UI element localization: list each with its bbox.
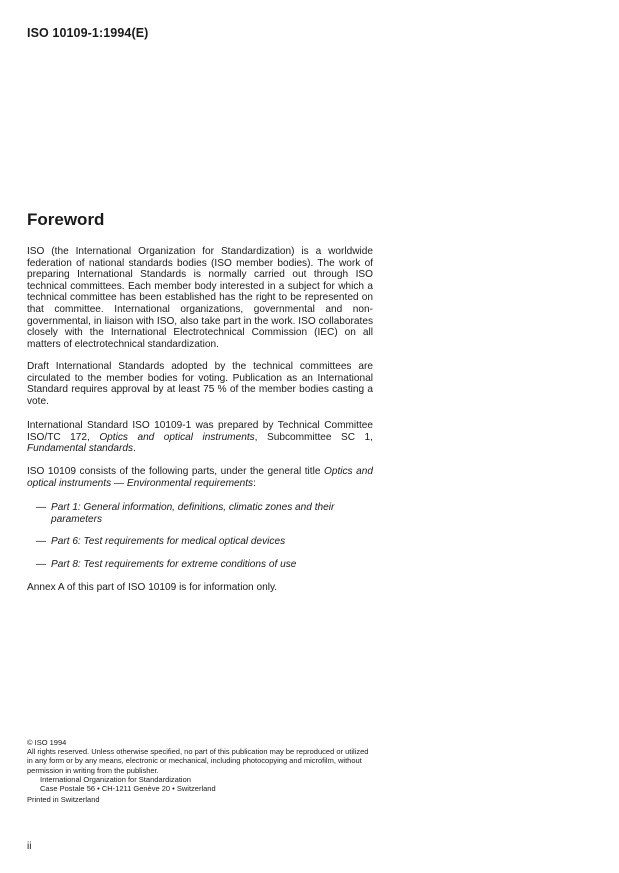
p4-text2: : bbox=[253, 477, 256, 489]
list-item bbox=[36, 502, 373, 525]
page-title: Foreword bbox=[27, 210, 105, 229]
committee-name: Optics and optical instruments bbox=[99, 431, 255, 443]
list-item-text: Part 6: Test requirements for medical optical devices bbox=[51, 536, 286, 547]
list-dash: — bbox=[36, 502, 47, 513]
p4-text1: ISO 10109 consists of the following parts, under the general title bbox=[27, 466, 324, 477]
copyright-block bbox=[27, 738, 373, 804]
paragraph-iso-intro: ISO (the International Organization for Standardization) is a worldwide federation of national standards bodies (ISO member bodies). The work of preparing International Standards is normally carried out through ISO technical committees. Each member body interested in a subject for which a technical committee has been established has the right to be represented on that committee. International organizations, governmental and non-governmental, in liaison with ISO, also take part in the work. ISO collaborates closely with the International Electrotechnical Commission (IEC) on all matters of electrotechnical standardization. bbox=[27, 246, 373, 350]
document-header: ISO 10109-1:1994(E) bbox=[27, 26, 149, 40]
list-item-text: Part 1: General information, definitions, climatic zones and their parameters bbox=[51, 502, 335, 525]
organization-name: International Organization for Standardization bbox=[40, 774, 191, 784]
list-dash: — bbox=[36, 536, 47, 547]
p3-text2: , Subcommittee SC 1, bbox=[254, 431, 373, 443]
p3-text1: International Standard ISO 10109-1 was prepared by Technical Committee ISO/TC 172, bbox=[27, 420, 373, 443]
list-item-text: Part 8: Test requirements for extreme conditions of use bbox=[51, 559, 297, 570]
list-item bbox=[36, 559, 373, 571]
paragraph-annex-note: Annex A of this part of ISO 10109 is for information only. bbox=[27, 582, 278, 593]
list-dash: — bbox=[36, 559, 47, 570]
printed-in: Printed in Switzerland bbox=[27, 795, 100, 805]
list-item bbox=[36, 536, 373, 548]
organization-address: Case Postale 56 • CH-1211 Genève 20 • Switzerland bbox=[40, 784, 216, 794]
rights-statement: All rights reserved. Unless otherwise specified, no part of this publication may be reproduced or utilized in any form or by any means, electronic or mechanical, including photocopying and microfilm, without permission in writing from the publisher. bbox=[27, 747, 369, 775]
copyright-line: © ISO 1994 bbox=[27, 738, 67, 747]
paragraph-parts-intro bbox=[27, 466, 373, 489]
general-title: Optics and optical instruments — Environmental requirements bbox=[27, 466, 373, 489]
p3-text3: . bbox=[133, 443, 136, 455]
page-number: ii bbox=[27, 841, 32, 852]
paragraph-draft-standards: Draft International Standards adopted by the technical committees are circulated to the member bodies for voting. Publication as an International Standard requires approval by at least 75 % of the member bodies casting a vote. bbox=[27, 361, 373, 407]
subcommittee-name: Fundamental standards bbox=[27, 443, 134, 455]
paragraph-prepared-by bbox=[27, 420, 373, 455]
